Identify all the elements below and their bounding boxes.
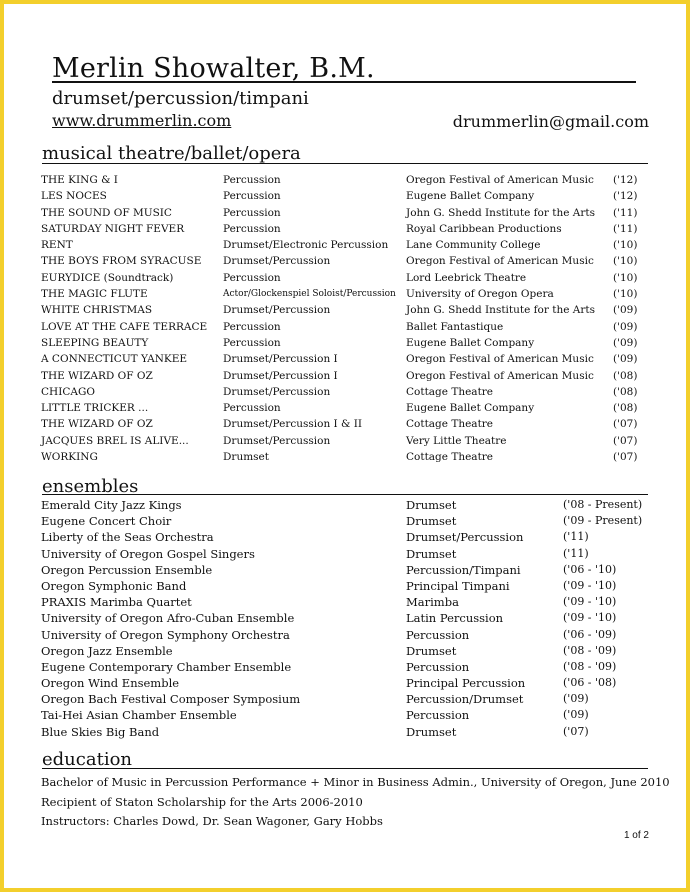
production-year: ('09) bbox=[613, 304, 638, 317]
production-year: ('12) bbox=[613, 174, 638, 186]
ensemble-name: Oregon Wind Ensemble bbox=[41, 676, 180, 691]
ensemble-name: University of Oregon Gospel Singers bbox=[41, 546, 255, 561]
education-line: Bachelor of Music in Percussion Performance + Minor in Business Admin., University of Oregon, June 2010 bbox=[41, 775, 670, 789]
page-number: 1 of 2 bbox=[623, 830, 649, 841]
ensemble-role: Drumset bbox=[406, 643, 457, 658]
production-year: ('10) bbox=[613, 255, 638, 268]
production-year: ('09) bbox=[613, 336, 638, 349]
ensemble-role: Percussion/Timpani bbox=[406, 562, 521, 577]
production-role: Percussion bbox=[223, 271, 281, 284]
ensembles-heading: ensembles bbox=[42, 476, 139, 497]
production-company: Oregon Festival of American Music bbox=[406, 174, 594, 186]
education-list bbox=[41, 773, 670, 832]
ensemble-role: Marimba bbox=[406, 595, 459, 610]
production-role: Percussion bbox=[223, 190, 281, 203]
production-year: ('10) bbox=[613, 288, 638, 301]
production-role: Percussion bbox=[223, 320, 281, 333]
production-title: LITTLE TRICKER ... bbox=[41, 402, 149, 415]
production-year: ('11) bbox=[613, 206, 638, 219]
production-title: SLEEPING BEAUTY bbox=[41, 336, 149, 349]
ensemble-name: Emerald City Jazz Kings bbox=[41, 498, 182, 512]
ensemble-name: Oregon Symphonic Band bbox=[41, 578, 187, 593]
email-address[interactable]: drummerlin@gmail.com bbox=[452, 112, 649, 131]
resume-name: Merlin Showalter, B.M. bbox=[52, 53, 375, 84]
ensemble-name: University of Oregon Afro-Cuban Ensemble bbox=[41, 611, 295, 626]
production-role: Drumset/Percussion I bbox=[223, 353, 338, 366]
production-year: ('10) bbox=[613, 271, 638, 284]
production-title: LOVE AT THE CAFE TERRACE bbox=[41, 320, 208, 333]
production-year: ('08) bbox=[613, 369, 638, 382]
ensemble-years: ('08 - '09) bbox=[563, 643, 617, 657]
production-role: Drumset/Percussion bbox=[223, 385, 331, 398]
production-company: Lord Leebrick Theatre bbox=[406, 271, 527, 284]
production-role: Drumset/Percussion I bbox=[223, 369, 338, 382]
ensemble-row bbox=[41, 659, 651, 675]
production-title: THE WIZARD OF OZ bbox=[41, 418, 153, 431]
production-year: ('10) bbox=[613, 239, 638, 252]
theatre-row bbox=[41, 368, 651, 384]
production-role: Drumset/Percussion bbox=[223, 434, 331, 447]
production-title: CHICAGO bbox=[41, 385, 95, 398]
ensemble-years: ('08 - Present) bbox=[563, 498, 643, 511]
ensemble-row bbox=[41, 724, 651, 740]
ensemble-row bbox=[41, 497, 651, 513]
ensemble-row bbox=[41, 529, 651, 545]
production-role: Percussion bbox=[223, 402, 281, 415]
ensemble-name: Eugene Contemporary Chamber Ensemble bbox=[41, 659, 292, 674]
theatre-row bbox=[41, 416, 651, 432]
instrument-subtitle: drumset/percussion/timpani bbox=[52, 88, 309, 109]
theatre-table bbox=[41, 172, 651, 465]
ensemble-role: Principal Timpani bbox=[406, 578, 510, 593]
production-year: ('07) bbox=[613, 434, 638, 447]
ensemble-role: Drumset/Percussion bbox=[406, 530, 524, 545]
production-role: Drumset/Electronic Percussion bbox=[223, 239, 389, 252]
theatre-row bbox=[41, 188, 651, 204]
theatre-row bbox=[41, 319, 651, 335]
ensemble-name: Oregon Bach Festival Composer Symposium bbox=[41, 692, 301, 707]
theatre-row bbox=[41, 449, 651, 465]
production-title: THE WIZARD OF OZ bbox=[41, 369, 153, 382]
production-company: John G. Shedd Institute for the Arts bbox=[406, 206, 595, 219]
production-title: A CONNECTICUT YANKEE bbox=[41, 353, 188, 366]
name-underline bbox=[52, 81, 636, 83]
production-role: Percussion bbox=[223, 336, 281, 349]
ensemble-name: Tai-Hei Asian Chamber Ensemble bbox=[41, 708, 237, 723]
ensemble-row bbox=[41, 643, 651, 659]
production-role: Percussion bbox=[223, 174, 281, 186]
production-company: Eugene Ballet Company bbox=[406, 190, 535, 203]
production-year: ('12) bbox=[613, 190, 638, 203]
ensemble-years: ('06 - '08) bbox=[563, 676, 617, 690]
production-title: THE KING & I bbox=[41, 174, 118, 186]
ensemble-name: Liberty of the Seas Orchestra bbox=[41, 530, 214, 545]
ensemble-years: ('11) bbox=[563, 530, 589, 544]
production-title: JACQUES BREL IS ALIVE... bbox=[41, 434, 189, 447]
theatre-row bbox=[41, 351, 651, 367]
ensemble-years: ('09 - '10) bbox=[563, 578, 617, 592]
ensemble-role: Drumset bbox=[406, 546, 457, 561]
production-company: Eugene Ballet Company bbox=[406, 402, 535, 415]
ensemble-years: ('06 - '09) bbox=[563, 627, 617, 641]
ensemble-row bbox=[41, 627, 651, 643]
production-role: Percussion bbox=[223, 222, 281, 235]
ensemble-role: Drumset bbox=[406, 514, 457, 529]
ensemble-row bbox=[41, 594, 651, 610]
production-year: ('09) bbox=[613, 320, 638, 333]
ensemble-role: Percussion bbox=[406, 659, 470, 674]
production-year: ('07) bbox=[613, 451, 638, 464]
ensemble-role: Percussion/Drumset bbox=[406, 692, 524, 707]
production-year: ('08) bbox=[613, 402, 638, 415]
theatre-rule bbox=[42, 163, 648, 164]
ensemble-years: ('06 - '10) bbox=[563, 562, 617, 576]
education-line: Instructors: Charles Dowd, Dr. Sean Wagoner, Gary Hobbs bbox=[41, 814, 383, 828]
ensemble-role: Percussion bbox=[406, 627, 470, 642]
production-company: Cottage Theatre bbox=[406, 385, 494, 398]
ensemble-years: ('09 - '10) bbox=[563, 611, 617, 625]
production-company: John G. Shedd Institute for the Arts bbox=[406, 304, 595, 317]
production-title: WHITE CHRISTMAS bbox=[41, 304, 153, 317]
production-company: Cottage Theatre bbox=[406, 418, 494, 431]
ensemble-name: Blue Skies Big Band bbox=[41, 724, 160, 739]
ensemble-row bbox=[41, 546, 651, 562]
production-company: Eugene Ballet Company bbox=[406, 336, 535, 349]
ensemble-role: Latin Percussion bbox=[406, 611, 504, 626]
theatre-row bbox=[41, 433, 651, 449]
education-heading: education bbox=[42, 749, 132, 770]
production-title: SATURDAY NIGHT FEVER bbox=[41, 222, 185, 235]
ensemble-name: University of Oregon Symphony Orchestra bbox=[41, 627, 290, 642]
production-role: Actor/Glockenspiel Soloist/Percussion bbox=[223, 289, 396, 300]
theatre-row bbox=[41, 286, 651, 302]
ensemble-role: Drumset bbox=[406, 724, 457, 739]
theatre-row bbox=[41, 172, 651, 188]
theatre-row bbox=[41, 253, 651, 269]
ensemble-years: ('09 - '10) bbox=[563, 595, 617, 609]
production-company: Oregon Festival of American Music bbox=[406, 369, 594, 382]
production-role: Drumset bbox=[223, 451, 269, 464]
ensemble-row bbox=[41, 562, 651, 578]
theatre-row bbox=[41, 302, 651, 318]
production-title: EURYDICE (Soundtrack) bbox=[41, 271, 174, 284]
production-company: Oregon Festival of American Music bbox=[406, 255, 594, 268]
production-role: Drumset/Percussion bbox=[223, 304, 331, 317]
theatre-heading: musical theatre/ballet/opera bbox=[42, 143, 301, 164]
ensemble-years: ('08 - '09) bbox=[563, 659, 617, 673]
theatre-row bbox=[41, 221, 651, 237]
production-company: Ballet Fantastique bbox=[406, 320, 504, 333]
theatre-row bbox=[41, 270, 651, 286]
ensemble-row bbox=[41, 610, 651, 626]
production-company: Royal Caribbean Productions bbox=[406, 222, 562, 235]
theatre-row bbox=[41, 400, 651, 416]
production-company: Very Little Theatre bbox=[406, 434, 507, 447]
production-title: THE BOYS FROM SYRACUSE bbox=[41, 255, 202, 268]
production-title: THE MAGIC FLUTE bbox=[41, 288, 148, 301]
production-title: RENT bbox=[41, 239, 73, 252]
ensemble-name: Oregon Jazz Ensemble bbox=[41, 643, 173, 658]
ensemble-name: Eugene Concert Choir bbox=[41, 514, 172, 529]
ensemble-role: Percussion bbox=[406, 708, 470, 723]
ensemble-role: Drumset bbox=[406, 498, 457, 512]
ensemble-years: ('11) bbox=[563, 546, 589, 560]
production-role: Percussion bbox=[223, 206, 281, 219]
ensemble-row bbox=[41, 691, 651, 707]
production-role: Drumset/Percussion I & II bbox=[223, 418, 363, 431]
production-year: ('09) bbox=[613, 353, 638, 366]
ensemble-row bbox=[41, 513, 651, 529]
ensemble-row bbox=[41, 675, 651, 691]
production-title: LES NOCES bbox=[41, 190, 107, 203]
ensemble-row bbox=[41, 707, 651, 723]
education-line: Recipient of Staton Scholarship for the Arts 2006-2010 bbox=[41, 794, 363, 809]
production-year: ('08) bbox=[613, 385, 638, 398]
theatre-row bbox=[41, 205, 651, 221]
ensemble-name: Oregon Percussion Ensemble bbox=[41, 562, 213, 577]
ensemble-years: ('09) bbox=[563, 692, 589, 706]
theatre-row bbox=[41, 237, 651, 253]
education-rule bbox=[42, 768, 648, 769]
ensemble-role: Principal Percussion bbox=[406, 676, 526, 691]
ensembles-rule bbox=[42, 494, 648, 495]
production-year: ('11) bbox=[613, 222, 638, 235]
production-company: Lane Community College bbox=[406, 239, 541, 252]
production-company: University of Oregon Opera bbox=[406, 288, 554, 301]
production-title: THE SOUND OF MUSIC bbox=[41, 206, 172, 219]
production-title: WORKING bbox=[41, 451, 98, 464]
ensemble-name: PRAXIS Marimba Quartet bbox=[41, 595, 192, 610]
ensemble-years: ('07) bbox=[563, 724, 589, 738]
ensemble-years: ('09) bbox=[563, 708, 589, 722]
ensembles-table bbox=[41, 497, 651, 740]
theatre-row bbox=[41, 335, 651, 351]
production-company: Oregon Festival of American Music bbox=[406, 353, 594, 366]
ensemble-row bbox=[41, 578, 651, 594]
theatre-row bbox=[41, 384, 651, 400]
production-year: ('07) bbox=[613, 418, 638, 431]
website-link[interactable]: www.drummerlin.com bbox=[52, 111, 232, 130]
production-role: Drumset/Percussion bbox=[223, 255, 331, 268]
production-company: Cottage Theatre bbox=[406, 451, 494, 464]
ensemble-years: ('09 - Present) bbox=[563, 514, 643, 528]
